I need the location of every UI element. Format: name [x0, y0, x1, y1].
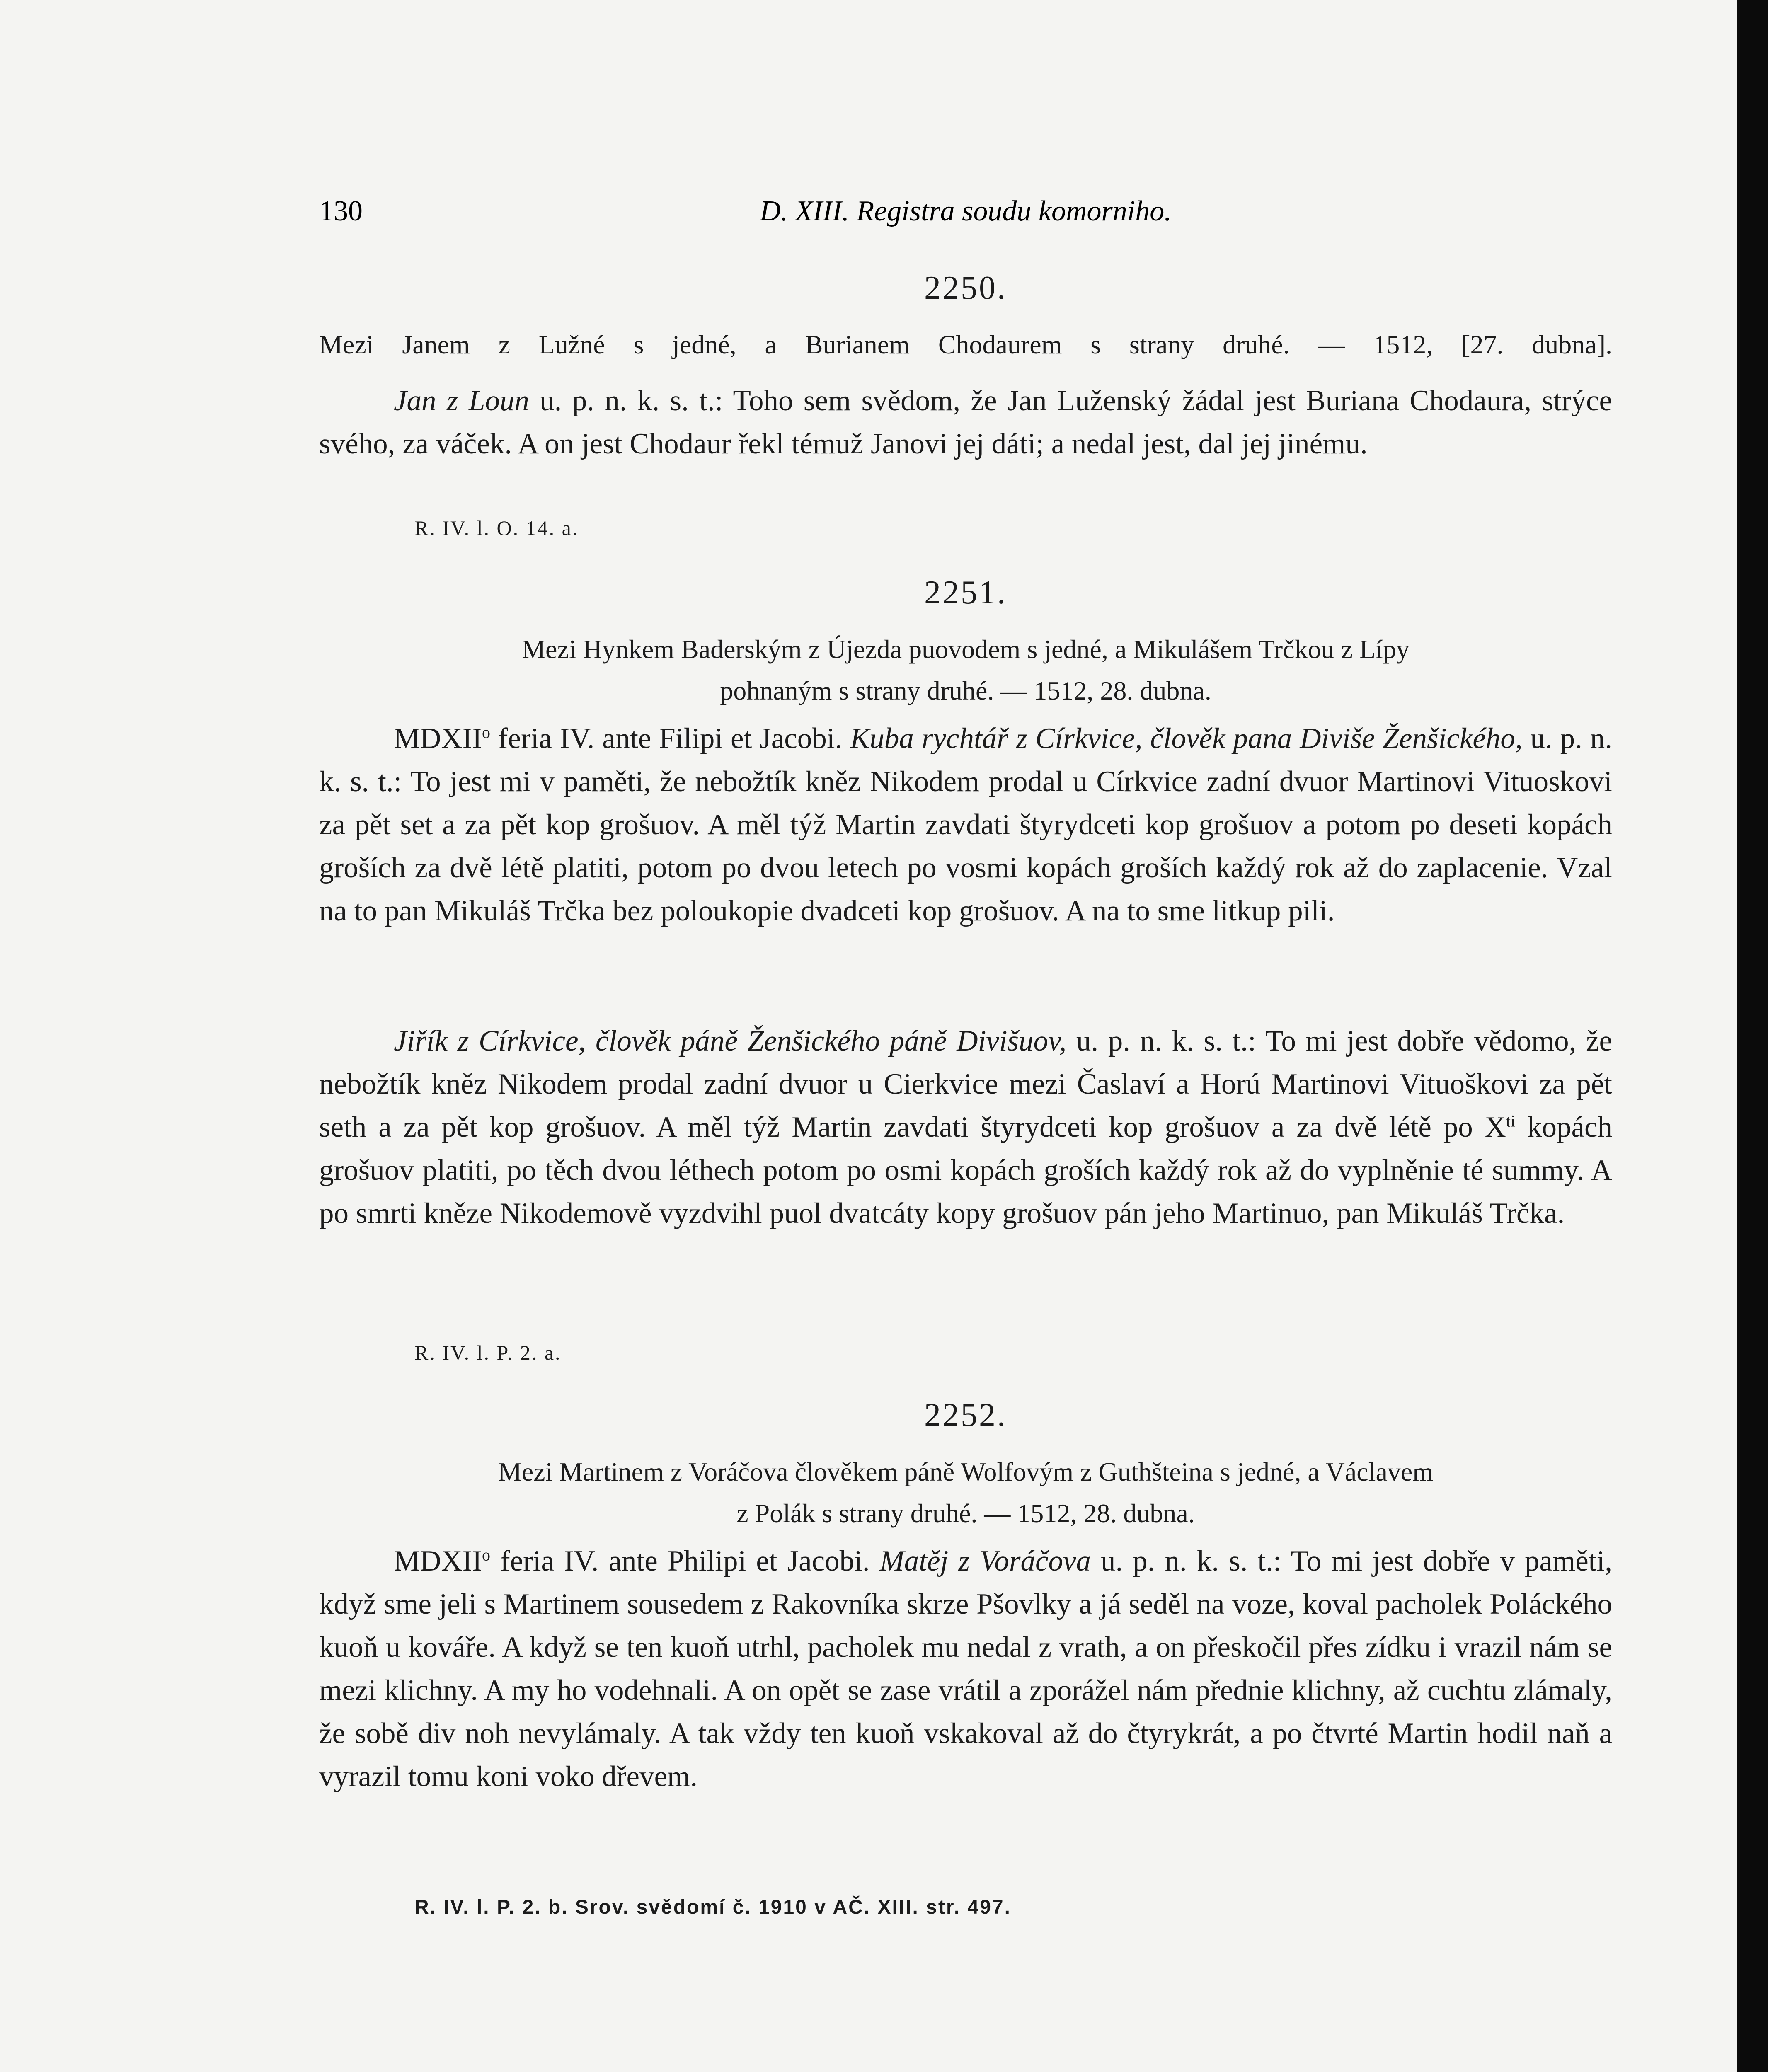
entry-paragraph: Jiřík z Církvice, člověk páně Ženšického páně Divišuov, u. p. n. k. s. t.: To mi jest dobře vědomo, že nebožtík kněz Nikodem prodal zadní dvuor u Cierkvice mezi Časlaví a Horú Martinovi Vituoškovi za pět seth a za pět kop grošuov. A měl týž Martin zavdati štyrydceti kop grošuov a za dvě létě po $X^{ti}$ kopách grošuov platiti, po těch dvou léthech potom po osmi kopách groších každý rok až do vyplněnie té summy. A po smrti kněze Nikodemově vyzdvihl puol dvatcáty kopy grošuov pán jeho Martinuo, pan Mikuláš Trčka. [319, 1025, 1613, 1230]
archive-reference: R. IV. l. P. 2. b. Srov. svědomí č. 1910 v AČ. XIII. str. 497. [414, 1896, 1011, 1918]
entry-number-2251: 2251. [924, 574, 1007, 611]
witness-name: Jan z Loun [394, 385, 529, 417]
running-title: D. XIII. Registra soudu komorniho. [760, 195, 1172, 227]
page-number: 130 [319, 195, 363, 227]
entry-heading-2250: Mezi Janem z Lužné s jedné, a Burianem Chodaurem s strany druhé. — 1512, [27. dubna]. [319, 330, 1612, 359]
witness-name: Matěj z Voráčova [879, 1545, 1091, 1577]
entry-paragraph: MDXII$^o$ feria IV. ante Filipi et Jacobi. Kuba rychtář z Církvice, člověk pana Diviše Ženšického, u. p. n. k. s. t.: To jest mi v paměti, že nebožtík kněz Nikodem prodal u Církvice zadní dvuor Martinovi Vituoskovi za pět set a za pět kop grošuov. A měl týž Martin zavdati štyrydceti kop grošuov a potom po deseti kopách groších za dvě létě platiti, potom po dvou letech po vosmi kopách groších každý rok až do zaplacenie. Vzal na to pan Mikuláš Trčka bez poloukopie dvadceti kop grošuov. A na to sme litkup pili. [319, 722, 1612, 927]
entry-heading-line: Mezi Martinem z Voráčova člověkem páně Wolfovým z Guthšteina s jedné, a Václavem [498, 1457, 1434, 1486]
entry-paragraph: MDXII$^o$ feria IV. ante Philipi et Jacobi. Matěj z Voráčova u. p. n. k. s. t.: To mi jest dobře v paměti, když sme jeli s Martinem sousedem z Rakovníka skrze Pšovlky a já seděl na voze, koval pacholek Poláckého kuoň u kováře. A když se ten kuoň utrhl, pacholek mu nedal z vrath, a on přeskočil přes zídku i vrazil nám se mezi klichny. A my ho vodehnali. A on opět se zase vrátil a zporážel nám přednie klichny, až cuchtu zlámaly, že sobě div noh nevylámaly. A tak vždy ten kuoň vskakoval až do čtyrykrát, a po čtvrté Martin hodil naň a vyrazil tomu koni voko dřevem. [319, 1545, 1613, 1793]
entry-number-2252: 2252. [924, 1397, 1007, 1433]
entry-heading-line: Mezi Hynkem Baderským z Újezda puovodem s jedné, a Mikulášem Trčkou z Lípy [522, 634, 1410, 664]
entry-paragraph: Jan z Loun u. p. n. k. s. t.: Toho sem svědom, že Jan Luženský žádal jest Buriana Chodaura, strýce svého, za váček. A on jest Chodaur řekl témuž Janovi jej dáti; a nedal jest, dal jej jinému. [319, 385, 1612, 460]
witness-name: Jiřík z Církvice, člověk páně Ženšického páně Divišuov, [394, 1025, 1067, 1057]
witness-name: Kuba rychtář z Církvice, člověk pana Diviše Ženšického, [850, 722, 1523, 755]
archive-reference: R. IV. l. O. 14. a. [414, 516, 579, 540]
page-header [319, 195, 1612, 236]
archive-reference: R. IV. l. P. 2. a. [414, 1341, 562, 1364]
entry-heading-line: z Polák s strany druhé. — 1512, 28. dubna. [736, 1498, 1195, 1528]
entry-heading-line: pohnaným s strany druhé. — 1512, 28. dubna. [720, 676, 1211, 705]
entry-number-2250: 2250. [924, 270, 1007, 306]
